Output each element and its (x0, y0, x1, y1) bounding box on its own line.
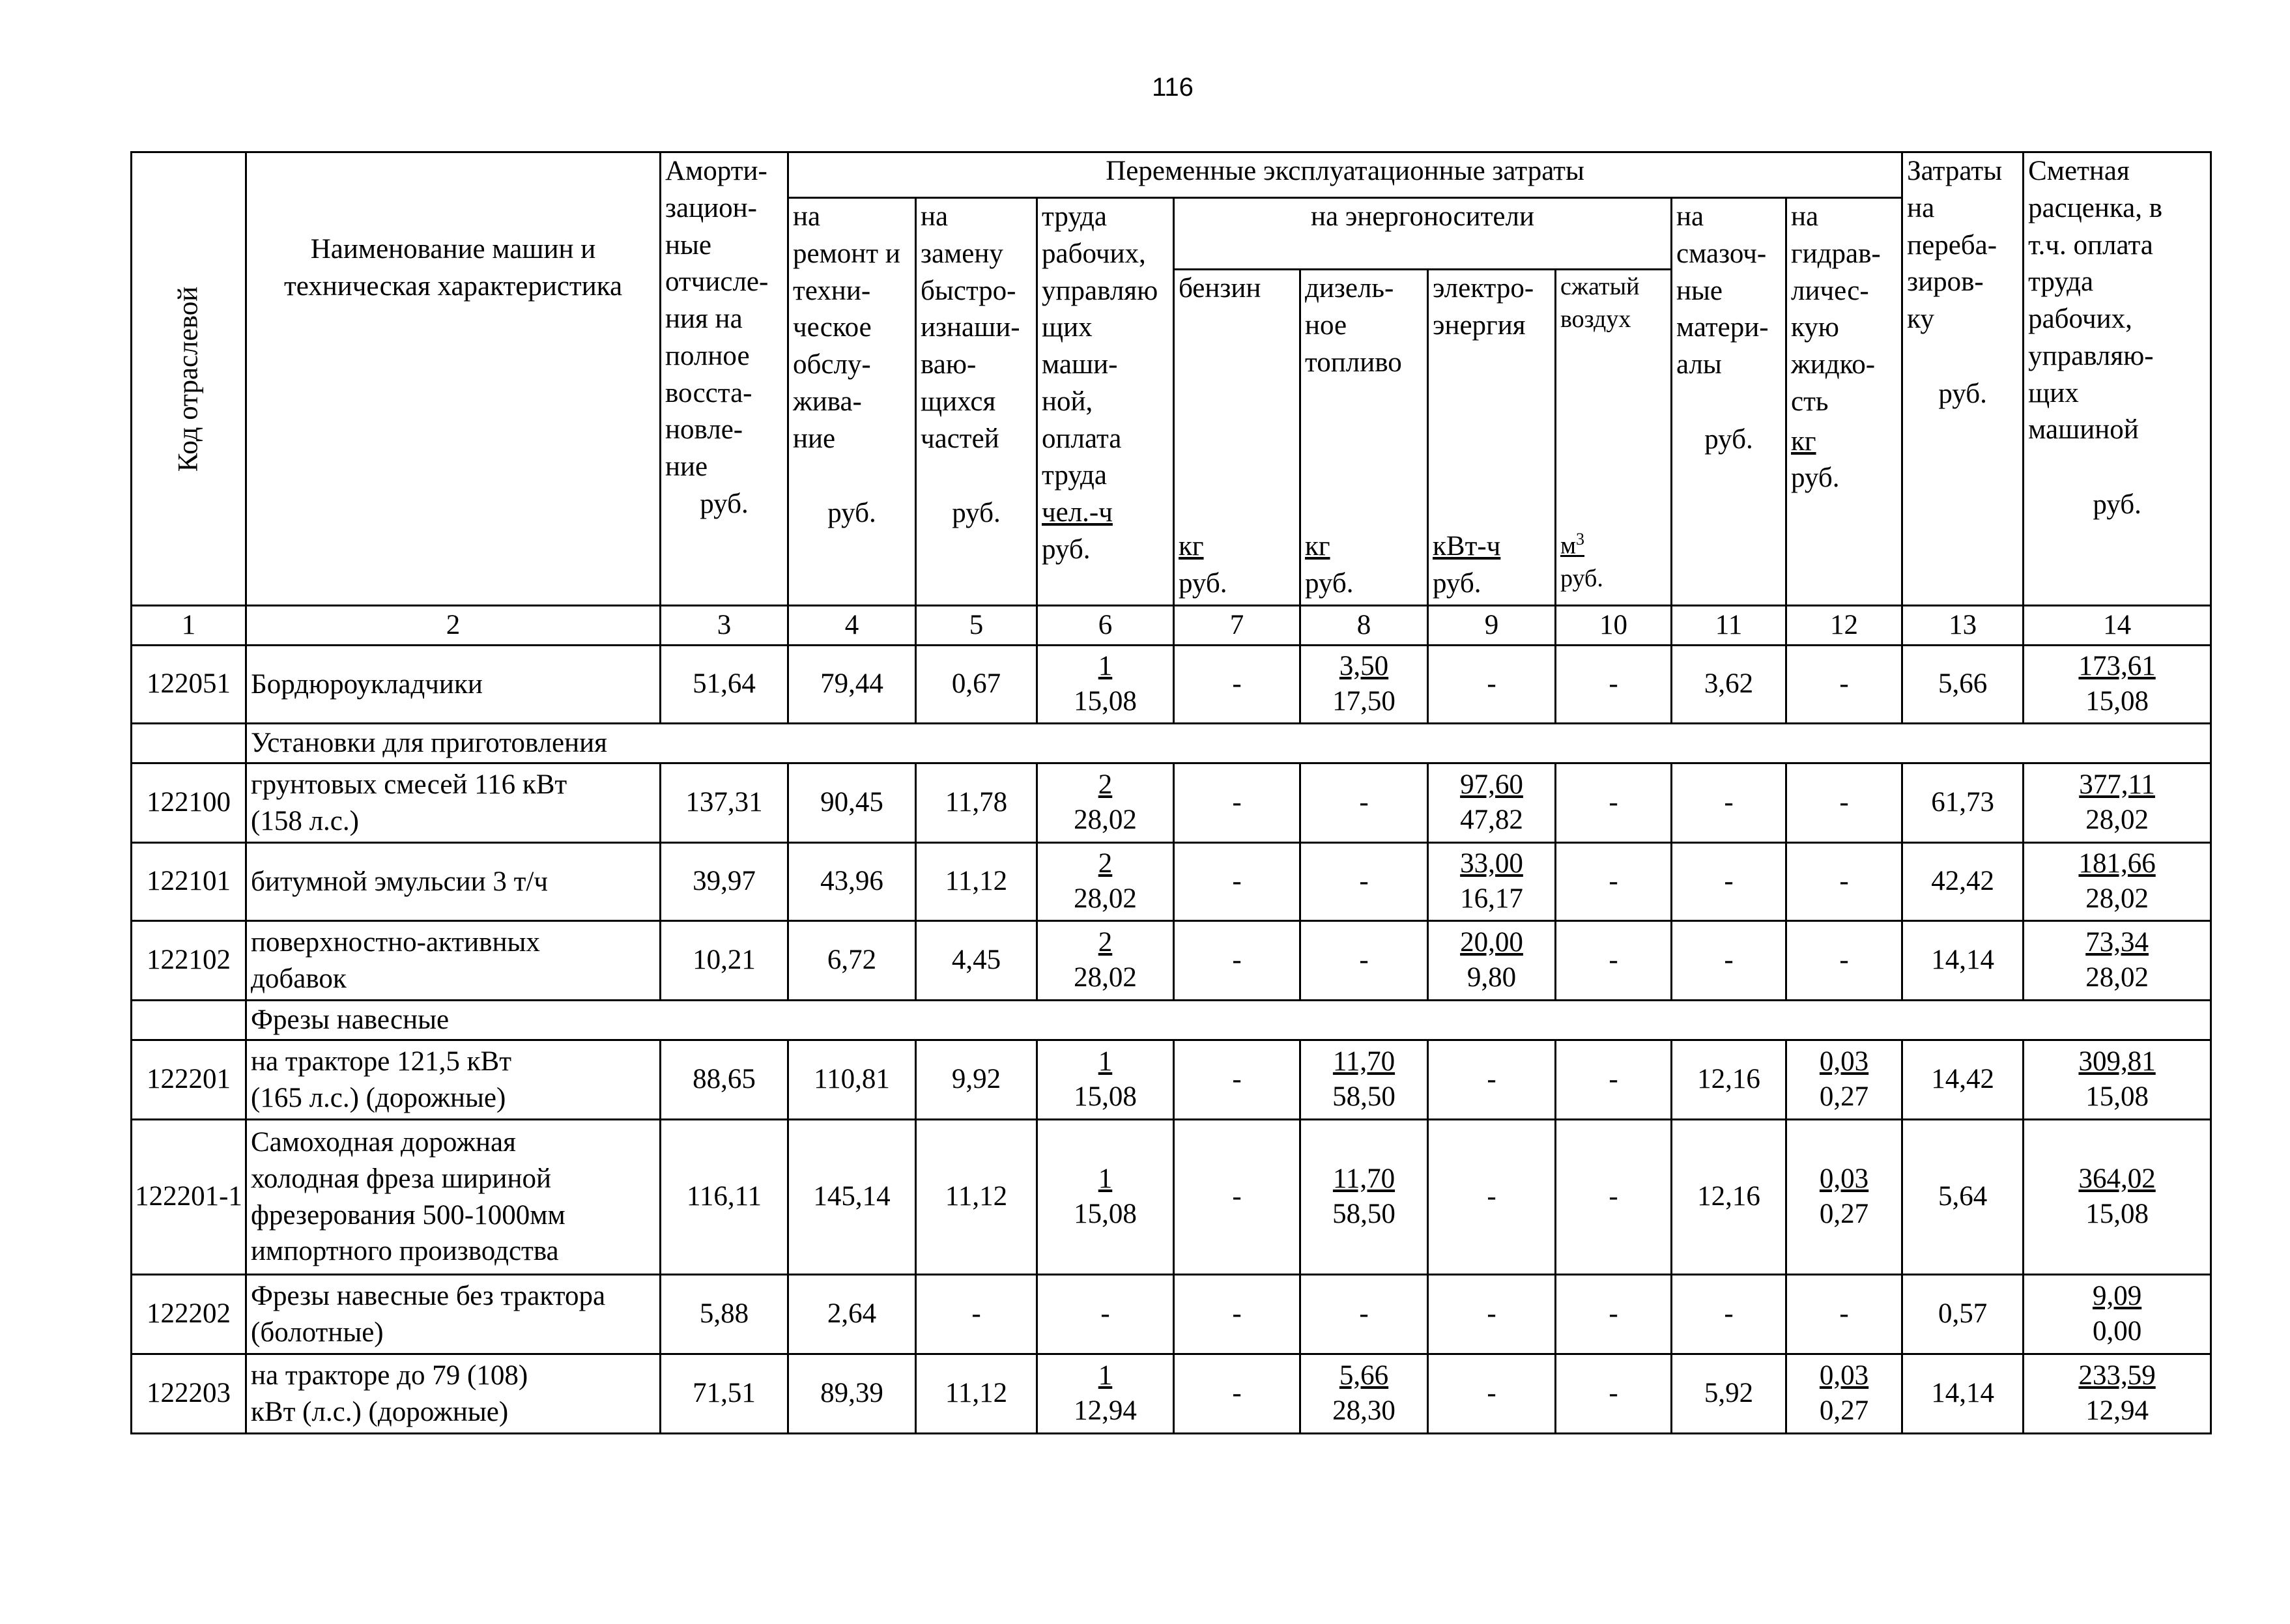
fraction-bottom: 15,08 (2085, 1198, 2149, 1229)
fraction-value (2078, 649, 2155, 719)
fraction-bottom: 28,02 (1074, 962, 1137, 993)
fraction-value (1074, 846, 1137, 917)
fraction-top: 0,03 (1819, 1046, 1869, 1077)
fraction-bottom: 9,80 (1467, 962, 1517, 993)
machine-code: 122201 (132, 1040, 246, 1120)
fraction-bottom: 28,02 (2085, 962, 2149, 993)
cell-c5: - (916, 1275, 1037, 1354)
fraction-top: 0,03 (1819, 1360, 1869, 1391)
cell-c7: - (1174, 843, 1300, 921)
header-hydro: на гидрав- личес- кую жидко- сть кг руб. (1786, 198, 1902, 606)
fraction-top: 73,34 (2085, 926, 2149, 958)
column-number: 7 (1174, 606, 1300, 646)
cell-c12 (1786, 1040, 1902, 1120)
cell-c10: - (1556, 843, 1672, 921)
machine-code: 122202 (132, 1275, 246, 1354)
machine-name: битумной эмульсии 3 т/ч (246, 843, 661, 921)
cell-c7: - (1174, 1120, 1300, 1275)
column-number: 5 (916, 606, 1037, 646)
fraction-top: 377,11 (2079, 769, 2155, 800)
column-number: 1 (132, 606, 246, 646)
fraction-top: 1 (1098, 1046, 1113, 1077)
cell-c5: 11,78 (916, 763, 1037, 843)
fraction-bottom: 15,08 (1074, 685, 1137, 717)
header-rebase: Затраты на переба- зиров- ку руб. (1902, 152, 2024, 606)
fraction-value (1074, 1161, 1137, 1232)
fraction-value (2078, 846, 2155, 917)
cell-c9: - (1428, 1040, 1556, 1120)
table-row (132, 1275, 2211, 1354)
header-energy: на энергоносители (1174, 198, 1672, 270)
cell-c12: - (1786, 646, 1902, 724)
fraction-value (1332, 1358, 1395, 1429)
header-labor: труда рабочих, управляю щих маши- ной, оплата труда чел.-ч руб. (1037, 198, 1174, 606)
cell-c10: - (1556, 921, 1672, 1001)
column-number: 13 (1902, 606, 2024, 646)
fraction-value (1074, 649, 1137, 719)
fraction-top: 33,00 (1460, 848, 1523, 879)
column-number: 9 (1428, 606, 1556, 646)
cell-c3: 10,21 (661, 921, 788, 1001)
cell-c3: 137,31 (661, 763, 788, 843)
fraction-value (1074, 1358, 1137, 1429)
cell-c10: - (1556, 1120, 1672, 1275)
machine-cost-table (130, 151, 2212, 1434)
cell-c7: - (1174, 921, 1300, 1001)
fraction-value (2093, 1279, 2141, 1349)
machine-name: на тракторе до 79 (108) кВт (л.с.) (дорожные) (246, 1354, 661, 1434)
cell-c3: 88,65 (661, 1040, 788, 1120)
machine-name: Бордюроукладчики (246, 646, 661, 724)
fraction-top: 1 (1098, 1360, 1113, 1391)
column-number: 8 (1300, 606, 1428, 646)
cell-c6 (1037, 1120, 1174, 1275)
cell-c11: 5,92 (1672, 1354, 1786, 1434)
machine-name: поверхностно-активных добавок (246, 921, 661, 1001)
cell-c3: 116,11 (661, 1120, 788, 1275)
cell-c14 (2024, 1120, 2211, 1275)
cell-c14 (2024, 843, 2211, 921)
cell-c8: - (1300, 921, 1428, 1001)
cell-c6 (1037, 646, 1174, 724)
cell-c8 (1300, 646, 1428, 724)
fraction-bottom: 17,50 (1332, 685, 1395, 717)
table-row (132, 921, 2211, 1001)
section-code-cell (132, 724, 246, 763)
fraction-value (2078, 1358, 2155, 1429)
machine-name: Самоходная дорожная холодная фреза шириной фрезерования 500-1000мм импортного производства (246, 1120, 661, 1275)
cell-c5: 4,45 (916, 921, 1037, 1001)
cell-c12: - (1786, 1275, 1902, 1354)
fraction-bottom: 15,08 (1074, 1081, 1137, 1112)
column-number: 14 (2024, 606, 2211, 646)
fraction-top: 2 (1098, 848, 1113, 879)
column-number: 12 (1786, 606, 1902, 646)
fraction-top: 364,02 (2078, 1163, 2156, 1194)
cell-c12: - (1786, 763, 1902, 843)
cell-c5: 0,67 (916, 646, 1037, 724)
cell-c11: - (1672, 921, 1786, 1001)
cell-c8: - (1300, 763, 1428, 843)
cell-c13: 14,14 (1902, 921, 2024, 1001)
cell-c6 (1037, 1040, 1174, 1120)
cell-c6 (1037, 843, 1174, 921)
fraction-top: 11,70 (1332, 1163, 1395, 1194)
fraction-bottom: 0,27 (1819, 1081, 1869, 1112)
fraction-value (1820, 1161, 1868, 1232)
cell-c10: - (1556, 1354, 1672, 1434)
header-variable: Переменные эксплуатационные затраты (788, 152, 1902, 198)
fraction-bottom: 28,02 (1074, 804, 1137, 835)
cell-c7: - (1174, 646, 1300, 724)
fraction-value (1332, 649, 1395, 719)
fraction-top: 2 (1098, 769, 1113, 800)
cell-c11: - (1672, 843, 1786, 921)
cell-c10: - (1556, 763, 1672, 843)
page-number: 116 (1152, 73, 1194, 102)
header-petrol: бензин кг руб. (1174, 270, 1300, 606)
cell-c9: - (1428, 1354, 1556, 1434)
fraction-bottom: 15,08 (2085, 685, 2149, 717)
fraction-top: 11,70 (1332, 1046, 1395, 1077)
fraction-value (1460, 846, 1523, 917)
fraction-bottom: 16,17 (1460, 883, 1523, 914)
cell-c5: 11,12 (916, 1354, 1037, 1434)
cell-c12: - (1786, 843, 1902, 921)
fraction-top: 309,81 (2078, 1046, 2156, 1077)
cell-c14 (2024, 1354, 2211, 1434)
cell-c13: 5,66 (1902, 646, 2024, 724)
cell-c8: - (1300, 843, 1428, 921)
fraction-bottom: 58,50 (1332, 1081, 1395, 1112)
fraction-bottom: 0,00 (2092, 1315, 2142, 1346)
cell-c9: - (1428, 1275, 1556, 1354)
fraction-bottom: 12,94 (1074, 1395, 1137, 1426)
fraction-bottom: 47,82 (1460, 804, 1523, 835)
table-row (132, 1120, 2211, 1275)
machine-code: 122203 (132, 1354, 246, 1434)
fraction-top: 2 (1098, 926, 1113, 958)
column-number: 4 (788, 606, 916, 646)
header-diesel: дизель- ное топливо кг руб. (1300, 270, 1428, 606)
machine-code: 122101 (132, 843, 246, 921)
table-row (132, 646, 2211, 724)
section-row (132, 724, 2211, 763)
cell-c7: - (1174, 763, 1300, 843)
cell-c6 (1037, 1354, 1174, 1434)
column-number: 10 (1556, 606, 1672, 646)
cell-c5: 11,12 (916, 1120, 1037, 1275)
cell-c9 (1428, 843, 1556, 921)
fraction-top: 1 (1098, 1163, 1113, 1194)
cell-c7: - (1174, 1354, 1300, 1434)
cell-c6: - (1037, 1275, 1174, 1354)
cell-c13: 0,57 (1902, 1275, 2024, 1354)
fraction-value (1332, 1161, 1395, 1232)
cell-c8 (1300, 1040, 1428, 1120)
fraction-bottom: 28,30 (1332, 1395, 1395, 1426)
machine-name: грунтовых смесей 116 кВт (158 л.с.) (246, 763, 661, 843)
column-number: 2 (246, 606, 661, 646)
cell-c8 (1300, 1120, 1428, 1275)
header-amort: Аморти- зацион- ные отчисле- ния на полное восста- новле- ние руб. (661, 152, 788, 606)
fraction-value (1074, 1044, 1137, 1115)
fraction-top: 97,60 (1460, 769, 1523, 800)
header-code: Код отраслевой (132, 152, 246, 606)
cell-c14 (2024, 646, 2211, 724)
cell-c4: 89,39 (788, 1354, 916, 1434)
cell-c3: 51,64 (661, 646, 788, 724)
cell-c13: 14,42 (1902, 1040, 2024, 1120)
column-numbers-row (132, 606, 2211, 646)
fraction-top: 0,03 (1819, 1163, 1869, 1194)
fraction-bottom: 0,27 (1819, 1198, 1869, 1229)
fraction-bottom: 28,02 (1074, 883, 1137, 914)
header-replace: на замену быстро- изнаши- ваю- щихся частей руб. (916, 198, 1037, 606)
cell-c10: - (1556, 1040, 1672, 1120)
table-row (132, 1040, 2211, 1120)
fraction-top: 173,61 (2078, 650, 2156, 681)
cell-c8 (1300, 1354, 1428, 1434)
section-title: Установки для приготовления (246, 724, 2211, 763)
cell-c10: - (1556, 646, 1672, 724)
header-air: сжатый воздух $м^3$ руб. (1556, 270, 1672, 606)
column-number: 3 (661, 606, 788, 646)
cell-c6 (1037, 763, 1174, 843)
table-header (132, 152, 2211, 646)
section-code-cell (132, 1001, 246, 1040)
cell-c13: 42,42 (1902, 843, 2024, 921)
fraction-value (2078, 1161, 2155, 1232)
cell-c10: - (1556, 1275, 1672, 1354)
fraction-value (1460, 767, 1523, 838)
cell-c13: 14,14 (1902, 1354, 2024, 1434)
header-estimate: Сметная расценка, в т.ч. оплата труда рабочих, управляю- щих машиной руб. (2024, 152, 2211, 606)
cell-c4: 79,44 (788, 646, 916, 724)
table-row (132, 763, 2211, 843)
cell-c4: 145,14 (788, 1120, 916, 1275)
cell-c3: 5,88 (661, 1275, 788, 1354)
cell-c3: 71,51 (661, 1354, 788, 1434)
cell-c14 (2024, 921, 2211, 1001)
table-body (132, 646, 2211, 1434)
cell-c14 (2024, 1040, 2211, 1120)
column-number: 6 (1037, 606, 1174, 646)
cell-c9 (1428, 921, 1556, 1001)
fraction-top: 3,50 (1339, 650, 1389, 681)
cell-c5: 9,92 (916, 1040, 1037, 1120)
fraction-bottom: 15,08 (2085, 1081, 2149, 1112)
column-number: 11 (1672, 606, 1786, 646)
fraction-top: 181,66 (2078, 848, 2156, 879)
cell-c11: 3,62 (1672, 646, 1786, 724)
fraction-value (1332, 1044, 1395, 1115)
fraction-value (2079, 767, 2155, 838)
header-lube: на смазоч- ные матери- алы руб. (1672, 198, 1786, 606)
fraction-value (2078, 1044, 2155, 1115)
machine-code: 122201-1 (132, 1120, 246, 1275)
cell-c14 (2024, 1275, 2211, 1354)
cell-c5: 11,12 (916, 843, 1037, 921)
fraction-value (1074, 925, 1137, 995)
cell-c13: 61,73 (1902, 763, 2024, 843)
cell-c9: - (1428, 1120, 1556, 1275)
cell-c11: 12,16 (1672, 1040, 1786, 1120)
fraction-bottom: 58,50 (1332, 1198, 1395, 1229)
machine-name: на тракторе 121,5 кВт (165 л.с.) (дорожные) (246, 1040, 661, 1120)
section-row (132, 1001, 2211, 1040)
fraction-bottom: 28,02 (2085, 883, 2149, 914)
fraction-value (2085, 925, 2149, 995)
cell-c11: - (1672, 763, 1786, 843)
table-row (132, 843, 2211, 921)
cell-c12 (1786, 1354, 1902, 1434)
machine-code: 122051 (132, 646, 246, 724)
fraction-bottom: 15,08 (1074, 1198, 1137, 1229)
section-title: Фрезы навесные (246, 1001, 2211, 1040)
cell-c4: 110,81 (788, 1040, 916, 1120)
fraction-value (1820, 1358, 1868, 1429)
cell-c3: 39,97 (661, 843, 788, 921)
cell-c13: 5,64 (1902, 1120, 2024, 1275)
cell-c7: - (1174, 1040, 1300, 1120)
cell-c9: - (1428, 646, 1556, 724)
cell-c12: - (1786, 921, 1902, 1001)
cell-c9 (1428, 763, 1556, 843)
fraction-value (1460, 925, 1523, 995)
cell-c6 (1037, 921, 1174, 1001)
cell-c11: 12,16 (1672, 1120, 1786, 1275)
cell-c7: - (1174, 1275, 1300, 1354)
header-name: Наименование машин и техническая характеристика (246, 152, 661, 606)
fraction-top: 233,59 (2078, 1360, 2156, 1391)
cell-c4: 43,96 (788, 843, 916, 921)
fraction-bottom: 28,02 (2085, 804, 2149, 835)
fraction-top: 1 (1098, 650, 1113, 681)
header-electro: электро- энергия кВт-ч руб. (1428, 270, 1556, 606)
cell-c8: - (1300, 1275, 1428, 1354)
cell-c12 (1786, 1120, 1902, 1275)
fraction-bottom: 12,94 (2085, 1395, 2149, 1426)
cell-c4: 90,45 (788, 763, 916, 843)
fraction-top: 9,09 (2092, 1280, 2142, 1311)
fraction-top: 20,00 (1460, 926, 1523, 958)
fraction-bottom: 0,27 (1819, 1395, 1869, 1426)
table-row (132, 1354, 2211, 1434)
fraction-value (1820, 1044, 1868, 1115)
fraction-value (1074, 767, 1137, 838)
header-repair: на ремонт и техни- ческое обслу- жива- ние руб. (788, 198, 916, 606)
cell-c11: - (1672, 1275, 1786, 1354)
machine-code: 122100 (132, 763, 246, 843)
fraction-top: 5,66 (1339, 1360, 1389, 1391)
cell-c4: 6,72 (788, 921, 916, 1001)
machine-code: 122102 (132, 921, 246, 1001)
cell-c14 (2024, 763, 2211, 843)
machine-name: Фрезы навесные без трактора (болотные) (246, 1275, 661, 1354)
cell-c4: 2,64 (788, 1275, 916, 1354)
